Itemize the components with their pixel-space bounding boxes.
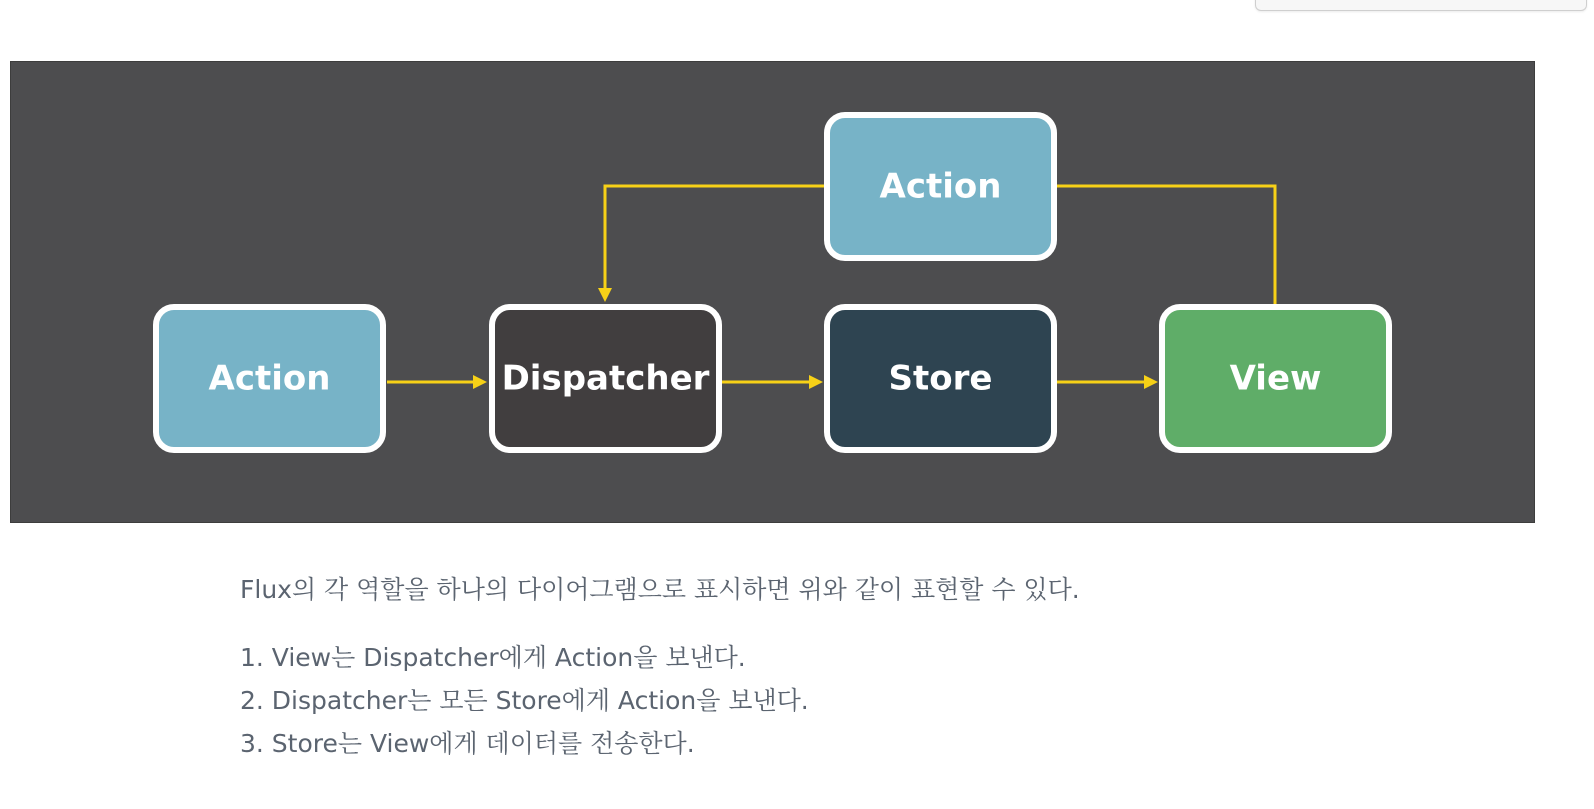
steps-list xyxy=(240,636,1340,765)
edge-action-top-to-dispatcher-arrow-icon xyxy=(598,288,612,302)
flux-diagram-svg xyxy=(11,62,1534,522)
article-content xyxy=(240,570,1340,765)
list-item: 1. View는 Dispatcher에게 Action을 보낸다. xyxy=(240,643,746,672)
node-view-label: View xyxy=(1229,358,1322,399)
node-store-label: Store xyxy=(888,358,993,399)
edge-view-to-action xyxy=(1057,186,1275,304)
node-dispatcher-label: Dispatcher xyxy=(501,358,710,399)
intro-paragraph: Flux의 각 역할을 하나의 다이어그램으로 표시하면 위와 같이 표현할 수 있다. xyxy=(240,575,1080,604)
edge-action-to-dispatcher-arrow-icon xyxy=(473,375,487,389)
list-item: 3. Store는 View에게 데이터를 전송한다. xyxy=(240,729,695,758)
edge-action-top-to-dispatcher xyxy=(605,186,824,288)
node-action-left-label: Action xyxy=(208,358,331,399)
edge-dispatcher-to-store-arrow-icon xyxy=(809,375,823,389)
flux-diagram xyxy=(10,61,1535,523)
node-action-top-label: Action xyxy=(879,166,1002,207)
edge-store-to-view-arrow-icon xyxy=(1144,375,1158,389)
list-item: 2. Dispatcher는 모든 Store에게 Action을 보낸다. xyxy=(240,686,809,715)
top-corner-widget xyxy=(1255,0,1587,11)
